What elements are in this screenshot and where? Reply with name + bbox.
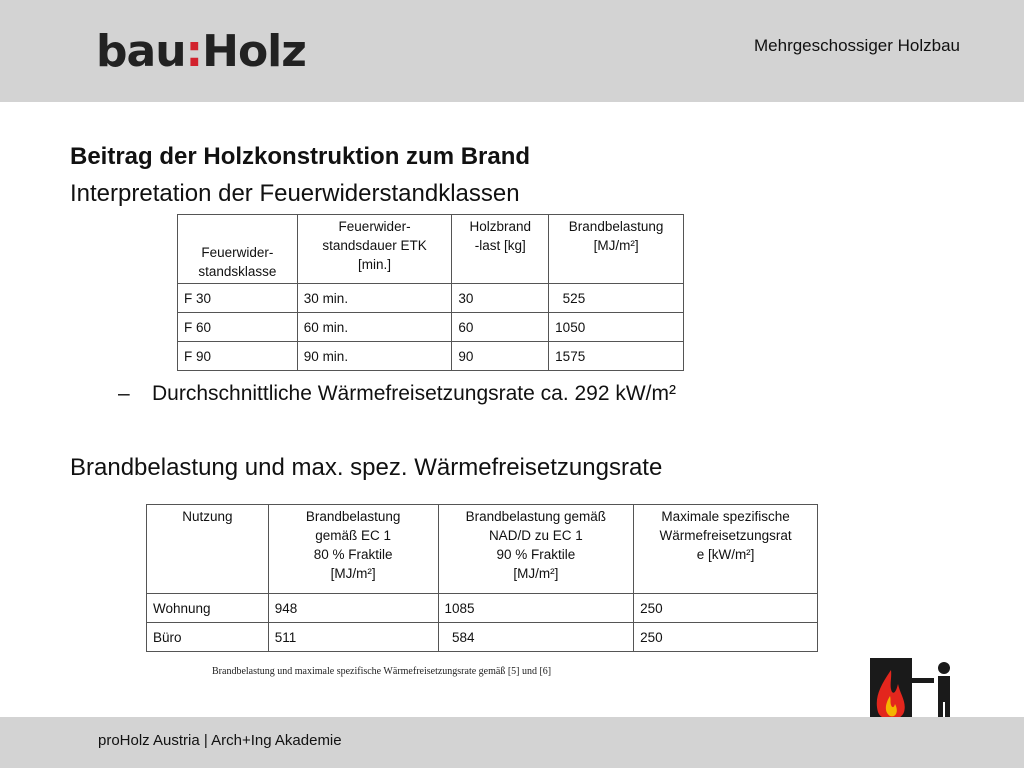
header-title: Mehrgeschossiger Holzbau [754, 36, 960, 55]
table-header-cell: Brandbelastung gemäß EC 1 80 % Fraktile [MJ/m²] [268, 505, 438, 594]
table-caption: Brandbelastung und maximale spezifische Wärmefreisetzungsrate gemäß [5] und [6] [212, 666, 552, 677]
table-header-cell: Feuerwider- standsklasse [178, 215, 298, 284]
table-row [147, 623, 818, 652]
table-header-cell: Holzbrand -last [kg] [452, 215, 549, 284]
table-cell: Büro [147, 623, 269, 652]
table-header-cell: Maximale spezifische Wärmefreisetzungsrat e [kW/m²] [634, 505, 818, 594]
table-cell: 90 [452, 342, 549, 371]
table-cell: F 30 [178, 284, 298, 313]
bullet-text: Durchschnittliche Wärmefreisetzungsrate ca. 292 kW/m² [152, 382, 677, 405]
table-cell: 1050 [549, 313, 684, 342]
table-cell: 948 [268, 594, 438, 623]
table-cell: 525 [549, 284, 684, 313]
table-header-row [178, 215, 684, 284]
table-cell: Wohnung [147, 594, 269, 623]
table-cell: 511 [268, 623, 438, 652]
table-row [178, 313, 684, 342]
table-cell: F 60 [178, 313, 298, 342]
table-header-cell: Brandbelastung gemäß NAD/D zu EC 1 90 % Fraktile [MJ/m²] [438, 505, 634, 594]
table-cell: 250 [634, 594, 818, 623]
table-header-row [147, 505, 818, 594]
table-header-cell: Feuerwider- standsdauer ETK [min.] [297, 215, 452, 284]
table-cell: 250 [634, 623, 818, 652]
logo-arm-bar [912, 678, 934, 683]
bullet-dash: – [118, 382, 130, 405]
logo-holz: Holz [202, 26, 306, 77]
section-heading: Brandbelastung und max. spez. Wärmefreisetzungsrate [70, 454, 663, 481]
table-header-cell: Brandbelastung [MJ/m²] [549, 215, 684, 284]
table-cell: 90 min. [297, 342, 452, 371]
table-cell: 60 min. [297, 313, 452, 342]
slide-subtitle: Interpretation der Feuerwiderstandklassen [70, 180, 520, 207]
bauholz-logo [96, 28, 306, 76]
slide-title: Beitrag der Holzkonstruktion zum Brand [70, 143, 531, 170]
fire-load-table [146, 504, 818, 652]
footer-text: proHolz Austria | Arch+Ing Akademie [98, 732, 342, 749]
table-header-cell: Nutzung [147, 505, 269, 594]
bullet-item [118, 382, 676, 406]
table-row [147, 594, 818, 623]
person-head-icon [938, 662, 950, 674]
table-cell: 584 [438, 623, 634, 652]
table-cell: 60 [452, 313, 549, 342]
table-cell: 30 min. [297, 284, 452, 313]
table-row [178, 342, 684, 371]
logo-colon: : [185, 26, 203, 77]
logo-bau: bau [96, 26, 186, 77]
table-cell: 1085 [438, 594, 634, 623]
table-row [178, 284, 684, 313]
table-cell: F 90 [178, 342, 298, 371]
person-body-icon [938, 676, 950, 702]
table-cell: 1575 [549, 342, 684, 371]
fire-resistance-table [177, 214, 684, 371]
table-cell: 30 [452, 284, 549, 313]
